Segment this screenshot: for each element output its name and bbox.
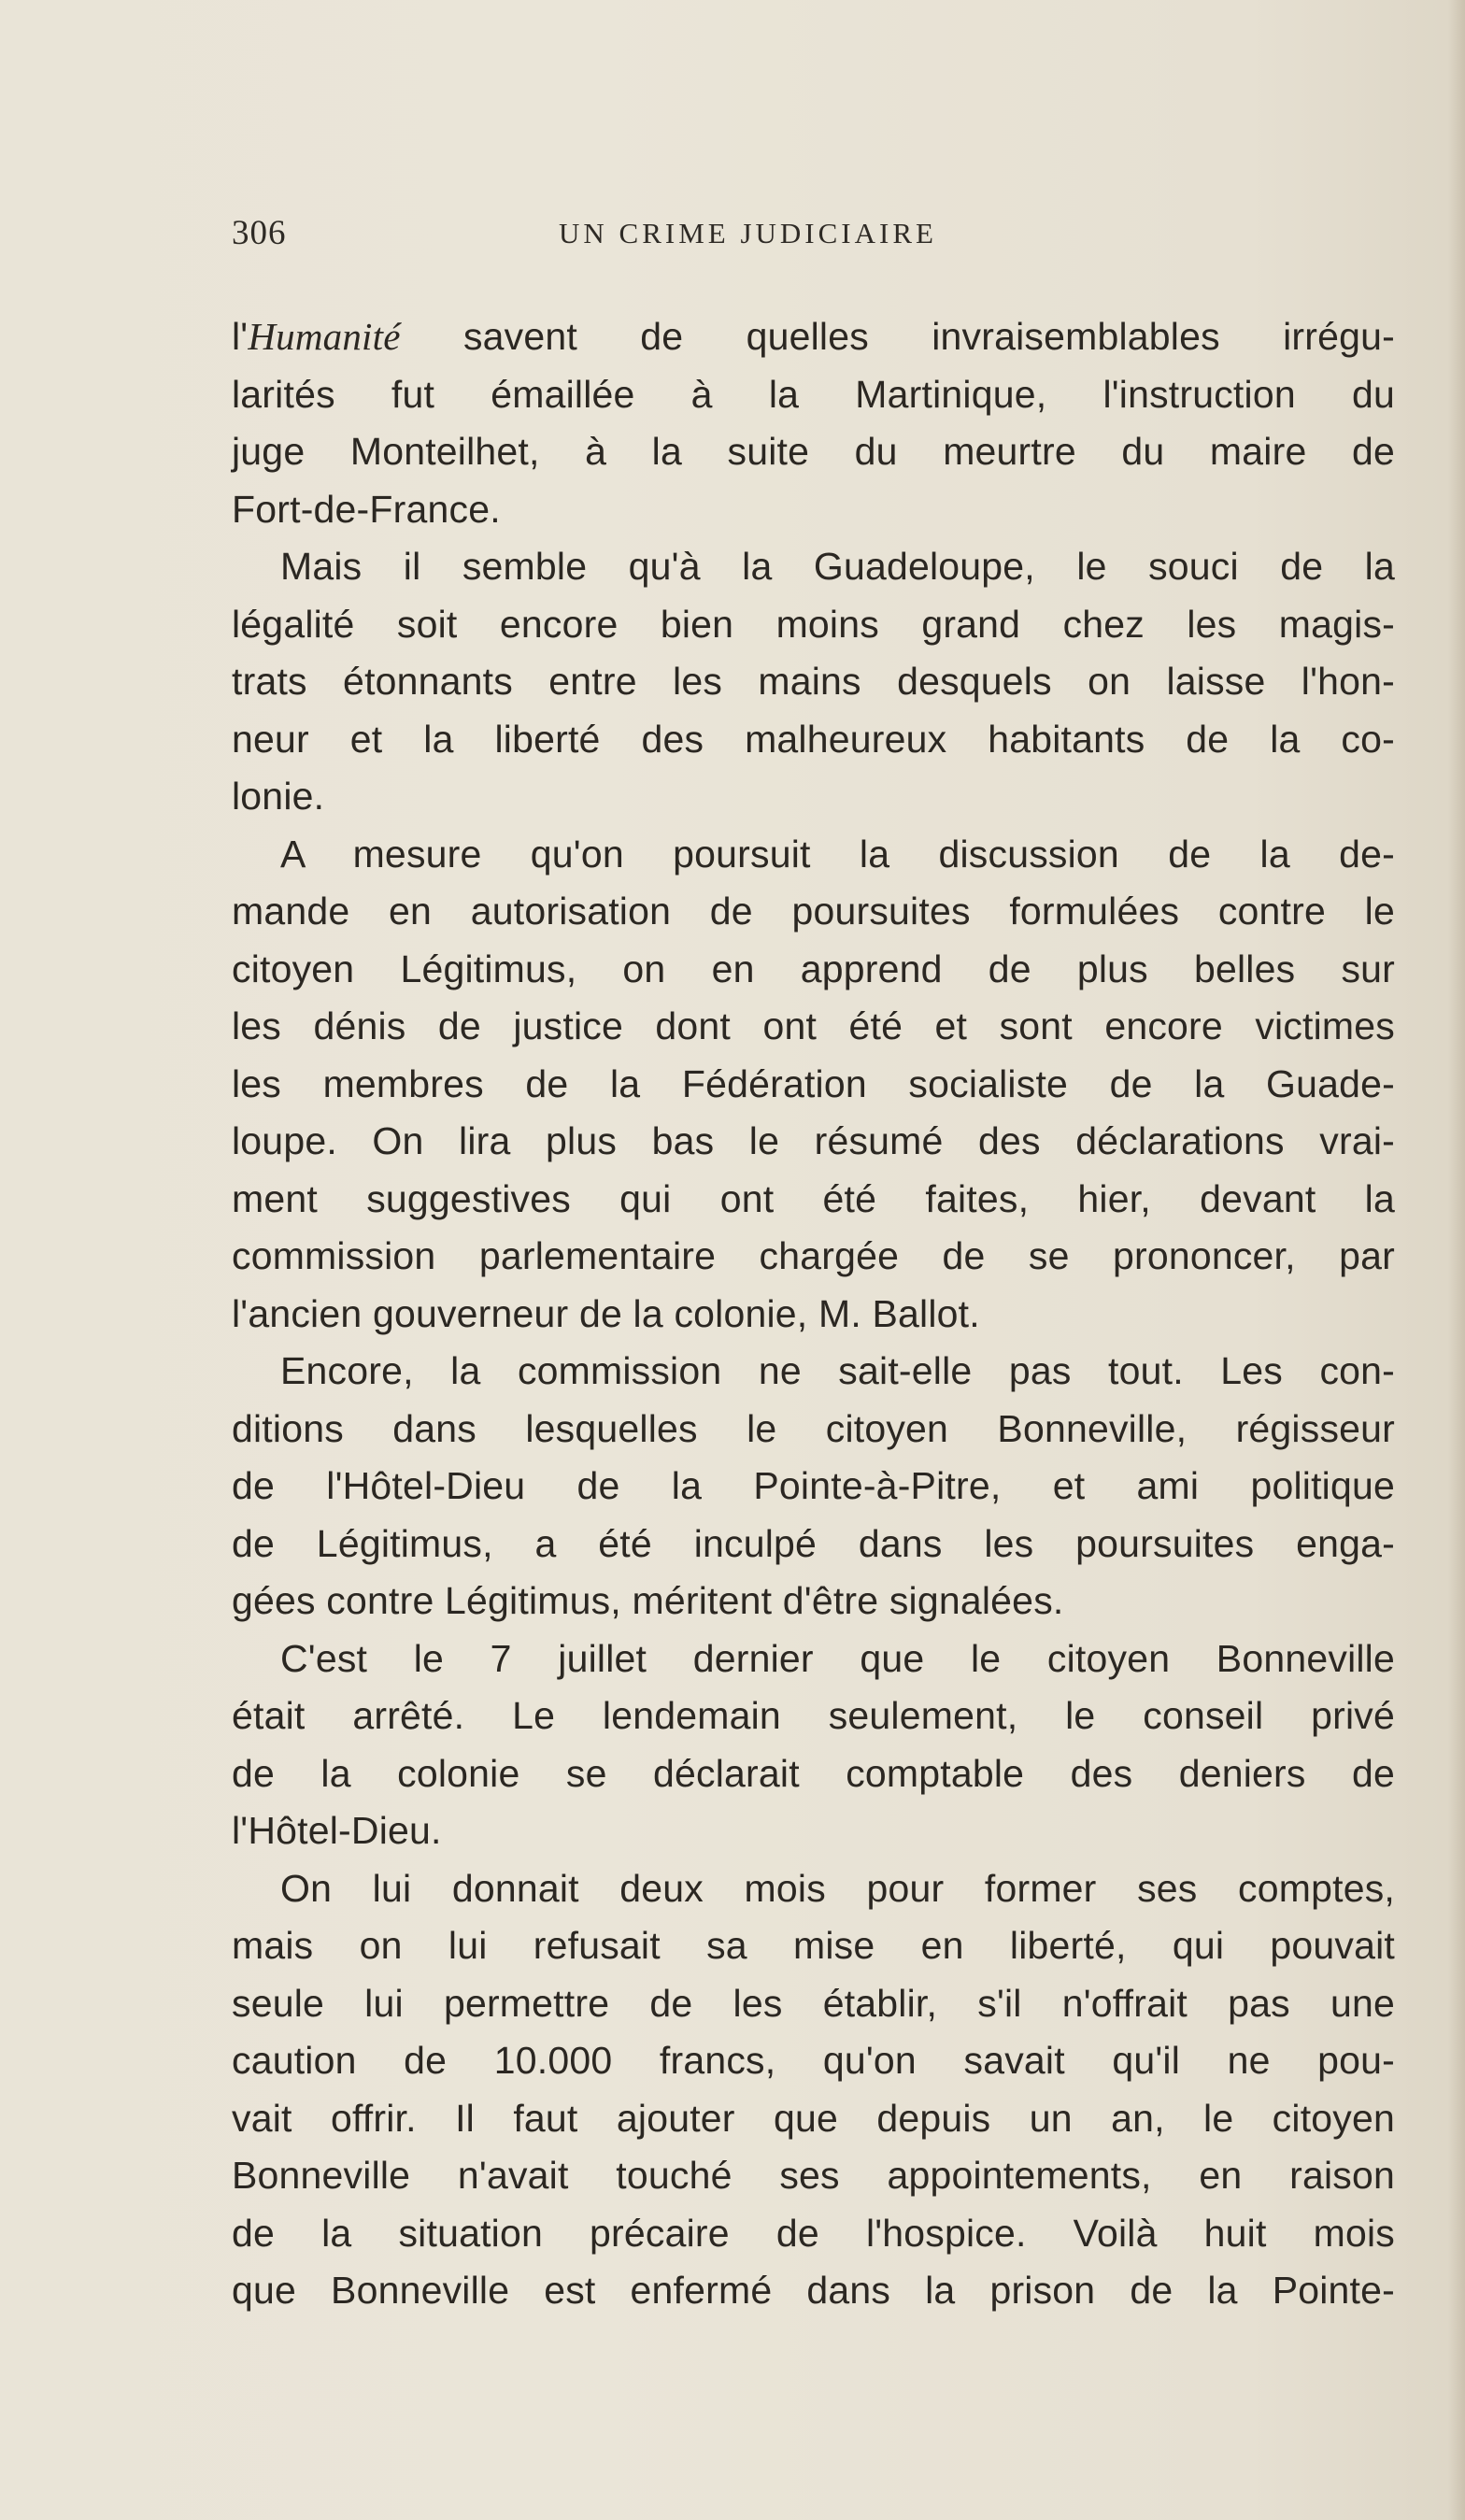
- text-line: l'ancien gouverneur de la colonie, M. Ballot.: [232, 1291, 980, 1335]
- page-number: 306: [232, 214, 287, 252]
- running-head: [232, 213, 1400, 260]
- text-line: juge Monteilhet, à la suite du meurtre du maire de: [232, 430, 1395, 473]
- page-edge-shadow: [1448, 0, 1465, 2520]
- text-line: A mesure qu'on poursuit la discussion de la de-: [280, 832, 1395, 876]
- text-line: On lui donnait deux mois pour former ses comptes,: [280, 1866, 1395, 1910]
- text-line: les dénis de justice dont ont été et sont encore victimes: [232, 1004, 1395, 1047]
- text-line: ditions dans lesquelles le citoyen Bonneville, régisseur: [232, 1406, 1395, 1450]
- text-line: Mais il semble qu'à la Guadeloupe, le souci de la: [280, 545, 1395, 588]
- text-line: caution de 10.000 francs, qu'on savait qu'il ne pou-: [232, 2039, 1395, 2082]
- text-line: Encore, la commission ne sait-elle pas tout. Les con-: [280, 1349, 1395, 1392]
- text-line: de la colonie se déclarait comptable des deniers de: [232, 1751, 1395, 1795]
- text-line: ment suggestives qui ont été faites, hier, devant la: [232, 1176, 1395, 1220]
- text-line: gées contre Légitimus, méritent d'être signalées.: [232, 1579, 1064, 1622]
- text-line: seule lui permettre de les établir, s'il n'offrait pas une: [232, 1981, 1395, 2025]
- text-line: était arrêté. Le lendemain seulement, le conseil privé: [232, 1694, 1395, 1737]
- newspaper-title: Humanité: [248, 315, 401, 358]
- text-line: neur et la liberté des malheureux habitants de la co-: [232, 717, 1395, 761]
- text-line: vait offrir. Il faut ajouter que depuis un an, le citoyen: [232, 2096, 1395, 2140]
- text-line: loupe. On lira plus bas le résumé des déclarations vrai-: [232, 1119, 1395, 1162]
- text-line: de la situation précaire de l'hospice. Voilà huit mois: [232, 2211, 1395, 2255]
- text-line: mais on lui refusait sa mise en liberté, qui pouvait: [232, 1924, 1395, 1967]
- text-line: Bonneville n'avait touché ses appointements, en raison: [232, 2154, 1395, 2197]
- text-line: larités fut émaillée à la Martinique, l'instruction du: [232, 372, 1395, 416]
- text-line: C'est le 7 juillet dernier que le citoyen Bonneville: [280, 1636, 1395, 1680]
- text-line: lonie.: [232, 775, 325, 818]
- text-line: l'Humanité savent de quelles invraisemblables irrégu-: [232, 315, 1395, 358]
- body-text: [232, 308, 1395, 2320]
- text-line: Fort-de-France.: [232, 487, 501, 531]
- text-line: l'Hôtel-Dieu.: [232, 1809, 442, 1852]
- text-line: les membres de la Fédération socialiste de la Guade-: [232, 1061, 1395, 1105]
- text-line: mande en autorisation de poursuites formulées contre le: [232, 890, 1395, 933]
- text-line: de Légitimus, a été inculpé dans les poursuites enga-: [232, 1521, 1395, 1565]
- text-line: de l'Hôtel-Dieu de la Pointe-à-Pitre, et ami politique: [232, 1464, 1395, 1507]
- text-line: citoyen Légitimus, on en apprend de plus belles sur: [232, 947, 1395, 990]
- text-line: commission parlementaire chargée de se prononcer, par: [232, 1234, 1395, 1277]
- running-title: UN CRIME JUDICIAIRE: [559, 217, 937, 249]
- text-line: trats étonnants entre les mains desquels on laisse l'hon-: [232, 660, 1395, 703]
- text-line: que Bonneville est enfermé dans la prison de la Pointe-: [232, 2269, 1395, 2312]
- text-line: légalité soit encore bien moins grand chez les magis-: [232, 602, 1395, 646]
